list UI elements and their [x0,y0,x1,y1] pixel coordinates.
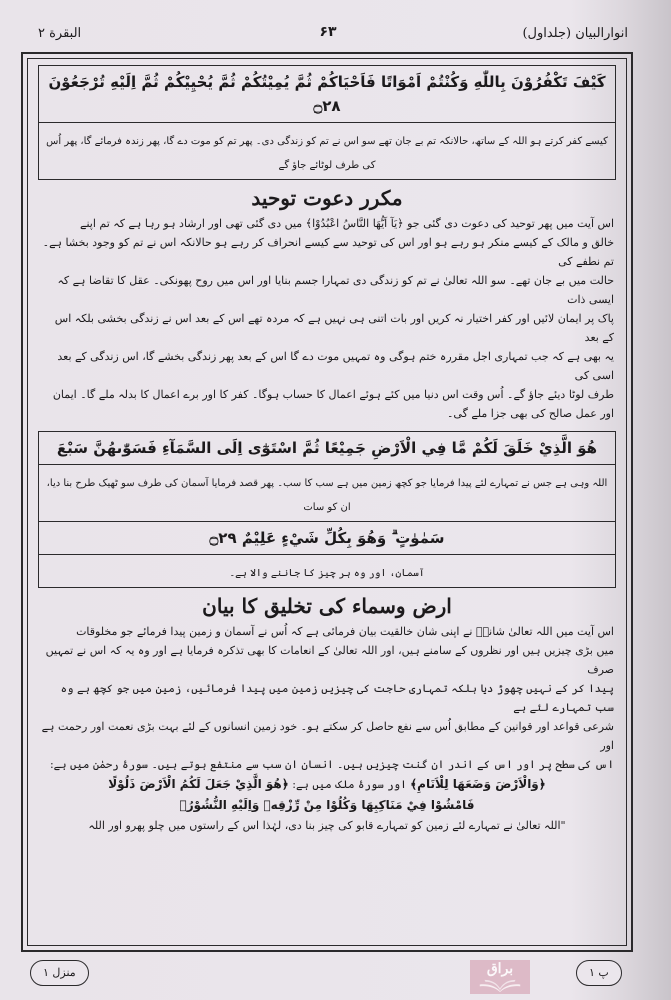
section-heading: مکرر دعوت توحید [251,186,403,210]
text-line: یہ بھی ہے کہ جب تمہاری اجل مقررہ ختم ہوگی وہ تمہیں موت دے گا اس کے بعد پھر زندگی بخشے گا، اس زندگی کے بعد اسی کی [57,350,614,382]
open-book-icon [478,977,522,993]
section-2-body [38,622,616,774]
verse-arabic: سَمٰوٰتٍ ۗ وَهُوَ بِكُلِّ شَيْءٍ عَلِيْمٌ ۝٢٩ [209,529,445,547]
verse-translation: کیسے کفر کرتے ہو اللہ کے ساتھ، حالانکہ تم بے جان تھے سو اس نے تم کو زندگی دی۔ پھر تم کو موت دے گا، پھر زندہ فرمائے گا، پھر اُس کی طرف لوٹائے جاؤ گے [46,136,608,171]
text-line: حالت میں بے جان تھے۔ سو اللہ تعالیٰ نے تم کو زندگی دی تمہارا جسم بنایا اور اس میں روح پھونکی۔ عقل کا تقاضا ہے کہ ایسی ذات [57,274,614,306]
quote-arabic: فَامْشُوْا فِيْ مَنَاكِبِهَا وَكُلُوْا مِنْ رِّزْقِهٖ وَاِلَيْهِ النُّشُوْرُ﴾ [179,798,475,812]
section-1-body [38,214,616,423]
text-line: پاک پر ایمان لائیں اور کفر اختیار نہ کریں اور بات اتنی ہی نہیں ہے کہ مردہ تھے اس کے بعد اس نے زندگی بخشی بلکہ اس کے بعد [54,312,614,344]
text-line: اور عمل صالح کی بھی جزا ملے گی۔ [446,407,614,420]
para-marker: پ ۱ [576,960,622,986]
text-line: میں بڑی چیزیں ہیں اور نظروں کے سامنے ہیں، اور اللہ تعالیٰ کے انعامات کا بھی تذکرہ فرمایا ہے اور وہ یہ کہ اس نے تمہیں صرف [45,644,614,676]
verse-translation-row [39,465,615,522]
text-line: اس کی سطح پر اور اس کے اندر ان گنت چیزیں ہیں۔ انسان ان سب سے منتفع ہوتے ہیں۔ سورۂ رحمٰن میں ہے: [49,758,614,771]
quote-arabic: ﴿وَالْاَرْضَ وَضَعَهَا لِلْاَنَامِ﴾ [410,777,546,791]
verse-arabic: هُوَ الَّذِيْ خَلَقَ لَكُمْ مَّا فِي الْاَرْضِ جَمِيْعًا ثُمَّ اسْتَوٰٓى اِلَى السَّمَآءِ فَسَوّٰىهُنَّ سَبْعَ [56,439,598,457]
text-line: اس آیت میں اللہ تعالیٰ شانہٗ نے اپنی شان خالقیت بیان فرمائی ہے کہ اُس نے آسمان و زمین پیدا فرمائے جو مخلوقات [76,625,614,638]
quote-translation: "اللہ تعالیٰ نے تمہارے لئے زمین کو تمہارے قابو کی چیز بنا دی، لہٰذا اس کے راستوں میں چلو پھرو اور اللہ [88,819,566,832]
page-frame-inner [27,58,627,946]
verse-translation: آسمان، اور وہ ہر چیز کا جاننے والا ہے۔ [229,568,425,579]
quran-quotes [38,774,616,836]
verse-box-29 [38,431,616,588]
text-line: پیدا کر کے نہیں چھوڑ دیا بلکہ تمہاری حاجت کی چیزیں زمین میں پیدا فرمائیں، زمین میں جو کچھ ہے وہ سب تمہارے لئے ہے [60,682,614,714]
watermark-logo [470,960,530,994]
surah-name: البقرة ۲ [38,26,82,41]
verse-arabic-row [39,522,615,555]
verse-arabic-row [39,66,615,123]
verse-arabic: كَيْفَ تَكْفُرُوْنَ بِاللّٰهِ وَكُنْتُمْ اَمْوَاتًا فَاَحْيَاكُمْ ثُمَّ يُمِيْتُكُمْ ثُمَّ يُحْيِيْكُمْ ثُمَّ اِلَيْهِ تُرْجَعُوْنَ ۝٢٨ [48,73,606,115]
watermark-text: براق [486,961,514,977]
verse-arabic-row [39,432,615,465]
page-frame-outer [21,52,633,952]
quote-line [40,774,614,795]
text-line: شرعی قواعد اور قوانین کے مطابق اُس سے نفع حاصل کر سکتے ہو۔ خود زمین انسانوں کے لئے بہت بڑی نعمت اور رحمت ہے اور [41,720,614,752]
quote-arabic: ﴿هُوَ الَّذِيْ جَعَلَ لَكُمُ الْاَرْضَ ذَلُوْلًا [108,777,289,791]
verse-translation-row [39,555,615,587]
page-content [28,59,626,836]
manzil-marker: منزل ۱ [30,960,89,986]
verse-box-28 [38,65,616,180]
verse-translation: اللہ وہی ہے جس نے تمہارے لئے پیدا فرمایا جو کچھ زمین میں ہے سب کا سب۔ پھر قصد فرمایا آسمان کی طرف سو ٹھیک طرح بنا دیا، ان کو سات [46,478,608,513]
text-line: اس آیت میں پھر توحید کی دعوت دی گئی جو ﴿يَآ اَيُّهَا النَّاسُ اعْبُدُوْا﴾ میں دی گئی تھی اور ارشاد ہو رہا ہے کہ تم اپنے [80,217,614,230]
quote-line [40,795,614,816]
page-header [28,24,628,48]
quote-connector: اور سورۂ ملک میں ہے: [292,778,407,791]
book-title: انوارالبیان (جلداول) [522,26,628,41]
text-line: طرف لوٹا دیئے جاؤ گے۔ اُس وقت اس دنیا میں کئے ہوئے اعمال کا حساب ہوگا۔ کفر کا اور برے اعمال کا بدلہ ملے گا۔ ایمان [52,388,614,401]
section-heading: ارض وسماء کی تخلیق کا بیان [202,594,452,618]
text-line: خالق و مالک کے کیسے منکر ہو رہے ہو اور اس کی توحید سے کیسے انحراف کر رہے ہو حالانکہ اس نے تم کو وجود بخشا ہے۔ تم نطفے کی [42,236,614,268]
verse-translation-row [39,123,615,179]
page-number: ۶۳ [319,24,337,40]
